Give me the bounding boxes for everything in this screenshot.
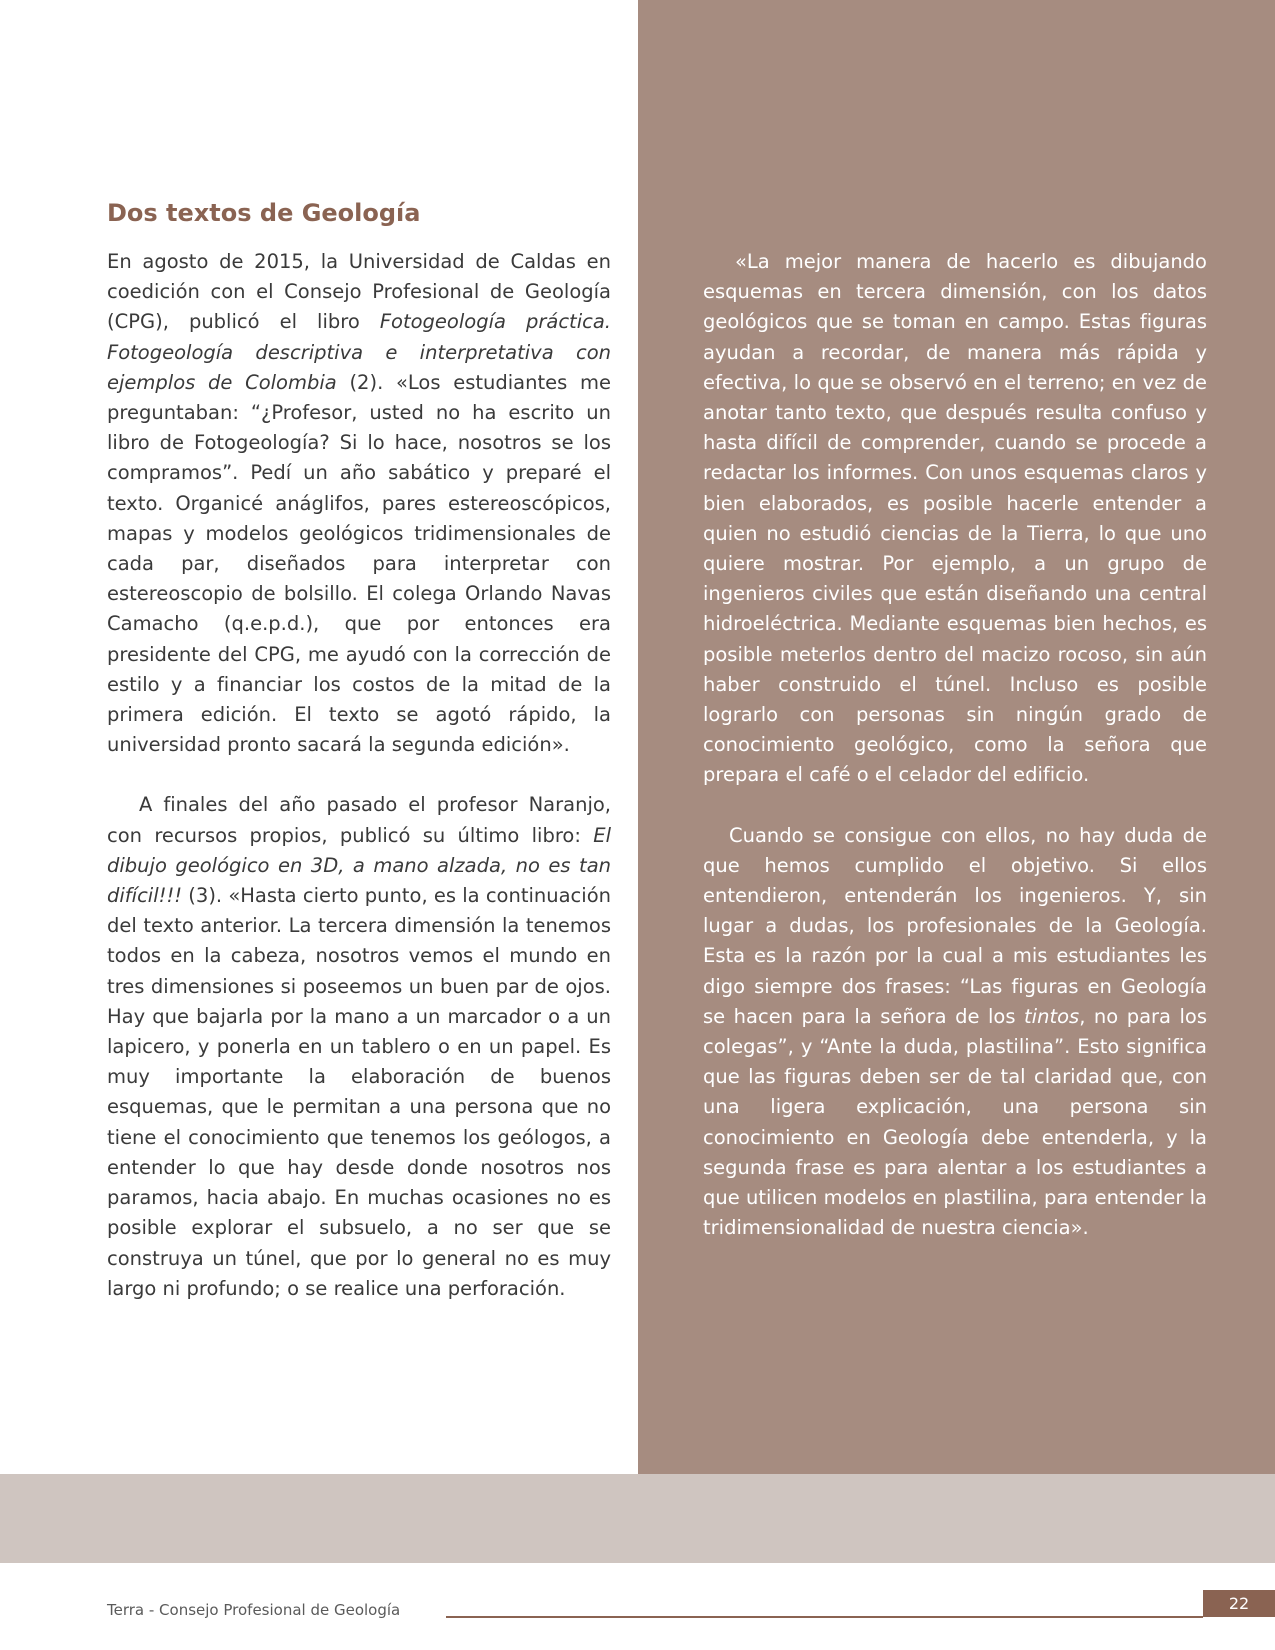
- paragraph-text: Cuando se consigue con ellos, no hay duda de que hemos cumplido el objetivo. Si ellos entendieron, entenderán los ingenieros. Y, sin lugar a dudas, los profesionales de la Geología. Esta es la razón por la cual a mis estudiantes les digo siempre dos frases: “Las figuras en Geología se hacen para la señora de los: [703, 823, 1207, 1028]
- paragraph-text: A finales del año pasado el profesor Naranjo, con recursos propios, publicó su último libro:: [107, 793, 611, 847]
- paragraph: [107, 247, 611, 760]
- paragraph: [703, 821, 1207, 1244]
- paragraph-text: (3). «Hasta cierto punto, es la continuación del texto anterior. La tercera dimensión la tenemos todos en la cabeza, nosotros vemos el mundo en tres dimensiones si poseemos un buen par de ojos. Hay que bajarla por la mano a un marcador o a un lapicero, y ponerla en un tablero o en un papel. Es muy importante la elaboración de buenos esquemas, que le permitan a una persona que no tiene el conocimiento que tenemos los geólogos, a entender lo que hay desde donde nosotros nos paramos, hacia abajo. En muchas ocasiones no es posible explorar el subsuelo, a no ser que se construya un túnel, que por lo general no es muy largo ni profundo; o se realice una perforación.: [107, 884, 611, 1300]
- paragraph: [107, 790, 611, 1303]
- right-column: [703, 247, 1207, 1274]
- page-number: 22: [1203, 1590, 1275, 1617]
- book-title: Fotogeología práctica. Fotogeología descriptiva e interpretativa con ejemplos de Colombia: [107, 310, 611, 394]
- paragraph-text: En agosto de 2015, la Universidad de Caldas en coedición con el Consejo Profesional de Geología (CPG), publicó el libro: [107, 250, 611, 334]
- footer-divider: [446, 1616, 1203, 1618]
- paragraph: «La mejor manera de hacerlo es dibujando esquemas en tercera dimensión, con los datos geológicos que se toman en campo. Estas figuras ayudan a recordar, de manera más rápida y efectiva, lo que se observó en el terreno; en vez de anotar tanto texto, que después resulta confuso y hasta difícil de comprender, cuando se procede a redactar los informes. Con unos esquemas claros y bien elaborados, es posible hacerle entender a quien no estudió ciencias de la Tierra, lo que uno quiere mostrar. Por ejemplo, a un grupo de ingenieros civiles que están diseñando una central hidroeléctrica. Mediante esquemas bien hechos, es posible meterlos dentro del macizo rocoso, sin aún haber construido el túnel. Incluso es posible lograrlo con personas sin ningún grado de conocimiento geológico, como la señora que prepara el café o el celador del edificio.: [703, 250, 1207, 787]
- footer-band: [0, 1474, 1275, 1563]
- italic-term: tintos: [1024, 1004, 1080, 1028]
- book-title: El dibujo geológico en 3D, a mano alzada, no es tan difícil!!!: [107, 823, 611, 908]
- footer-publication: Terra - Consejo Profesional de Geología: [107, 1601, 401, 1619]
- paragraph-text: , no para los colegas”, y “Ante la duda, plastilina”. Esto significa que las figuras deben ser de tal claridad que, con una ligera explicación, una persona sin conocimiento en Geología debe entenderla, y la segunda frase es para alentar a los estudiantes a que utilicen modelos en plastilina, para entender la tridimensionalidad de nuestra ciencia».: [703, 1004, 1208, 1240]
- section-heading: Dos textos de Geología: [107, 199, 421, 227]
- left-column: [107, 247, 611, 1334]
- paragraph-text: (2). «Los estudiantes me preguntaban: “¿Profesor, usted no ha escrito un libro de Fotogeología? Si lo hace, nosotros se los compramos”. Pedí un año sabático y preparé el texto. Organicé anáglifos, pares estereoscópicos, mapas y modelos geológicos tridimensionales de cada par, diseñados para interpretar con estereoscopio de bolsillo. El colega Orlando Navas Camacho (q.e.p.d.), que por entonces era presidente del CPG, me ayudó con la corrección de estilo y a financiar los costos de la mitad de la primera edición. El texto se agotó rápido, la universidad pronto sacará la segunda edición».: [107, 370, 612, 757]
